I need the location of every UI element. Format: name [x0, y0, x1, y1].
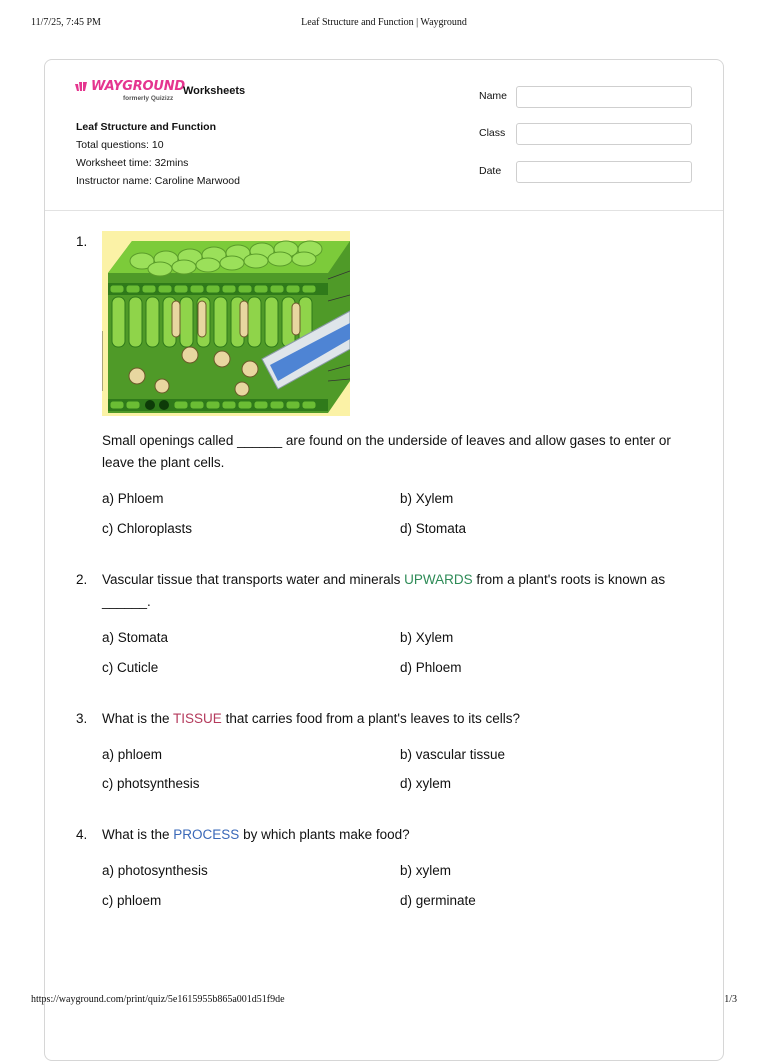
option-a[interactable]: a) Phloem: [102, 491, 164, 506]
class-label: Class: [479, 127, 506, 139]
question-text-before: Vascular tissue that transports water and minerals: [102, 572, 405, 587]
brand-subtitle: formerly Quizizz: [123, 95, 174, 102]
question-number: 2.: [76, 572, 88, 587]
option-c[interactable]: c) phloem: [102, 893, 162, 908]
name-field[interactable]: [516, 86, 692, 108]
brand-logo-text: WAYGROUND: [91, 79, 186, 94]
question-keyword: UPWARDS: [404, 572, 473, 587]
question-text-before: What is the: [102, 827, 174, 842]
question-text: [102, 824, 677, 846]
worksheet-title: Leaf Structure and Function: [76, 121, 217, 133]
option-d[interactable]: d) Stomata: [400, 521, 467, 536]
question-text-after: by which plants make food?: [239, 827, 410, 842]
question-number: 1.: [76, 234, 88, 249]
worksheet-time: Worksheet time: 32mins: [76, 157, 189, 169]
name-label: Name: [479, 90, 508, 102]
worksheet-card: [44, 59, 724, 1061]
instructor-name: Instructor name: Caroline Marwood: [76, 175, 240, 187]
option-c[interactable]: c) Cuticle: [102, 660, 159, 675]
print-datetime: 11/7/25, 7:45 PM: [31, 17, 101, 28]
question-text: Small openings called ______ are found on the underside of leaves and allow gases to enter or leave the plant cells.: [102, 433, 671, 470]
date-field[interactable]: [516, 161, 692, 183]
print-title: Leaf Structure and Function | Wayground: [301, 17, 467, 28]
question-text-after: from a plant's roots is known as ______.: [102, 572, 666, 609]
total-questions: Total questions: 10: [76, 139, 164, 151]
worksheet-header: [45, 60, 723, 211]
question-text: [102, 708, 677, 730]
leaf-cross-section-image: [102, 231, 350, 416]
option-b[interactable]: b) xylem: [400, 863, 452, 878]
date-label: Date: [479, 165, 502, 177]
worksheet-meta: [76, 118, 240, 190]
brand-product: Worksheets: [183, 85, 246, 97]
question-text-before: What is the: [102, 711, 174, 726]
option-a[interactable]: a) Stomata: [102, 630, 169, 645]
option-c[interactable]: c) Chloroplasts: [102, 521, 193, 536]
option-b[interactable]: b) vascular tissue: [400, 747, 506, 762]
question-text: [102, 569, 677, 613]
option-a[interactable]: a) photosynthesis: [102, 863, 208, 878]
question-number: 3.: [76, 711, 88, 726]
option-d[interactable]: d) xylem: [400, 776, 452, 791]
question-keyword: PROCESS: [173, 827, 240, 842]
option-a[interactable]: a) phloem: [102, 747, 163, 762]
class-field[interactable]: [516, 123, 692, 145]
question-text-after: that carries food from a plant's leaves to its cells?: [221, 711, 521, 726]
option-b[interactable]: b) Xylem: [400, 491, 454, 506]
print-url: https://wayground.com/print/quiz/5e1615955b865a001d51f9de: [31, 994, 285, 1005]
option-c[interactable]: c) photsynthesis: [102, 776, 200, 791]
question-number: 4.: [76, 827, 88, 842]
print-page-number: 1/3: [724, 994, 737, 1005]
option-b[interactable]: b) Xylem: [400, 630, 454, 645]
option-d[interactable]: d) Phloem: [400, 660, 462, 675]
option-d[interactable]: d) germinate: [400, 893, 476, 908]
question-keyword: TISSUE: [173, 711, 222, 726]
